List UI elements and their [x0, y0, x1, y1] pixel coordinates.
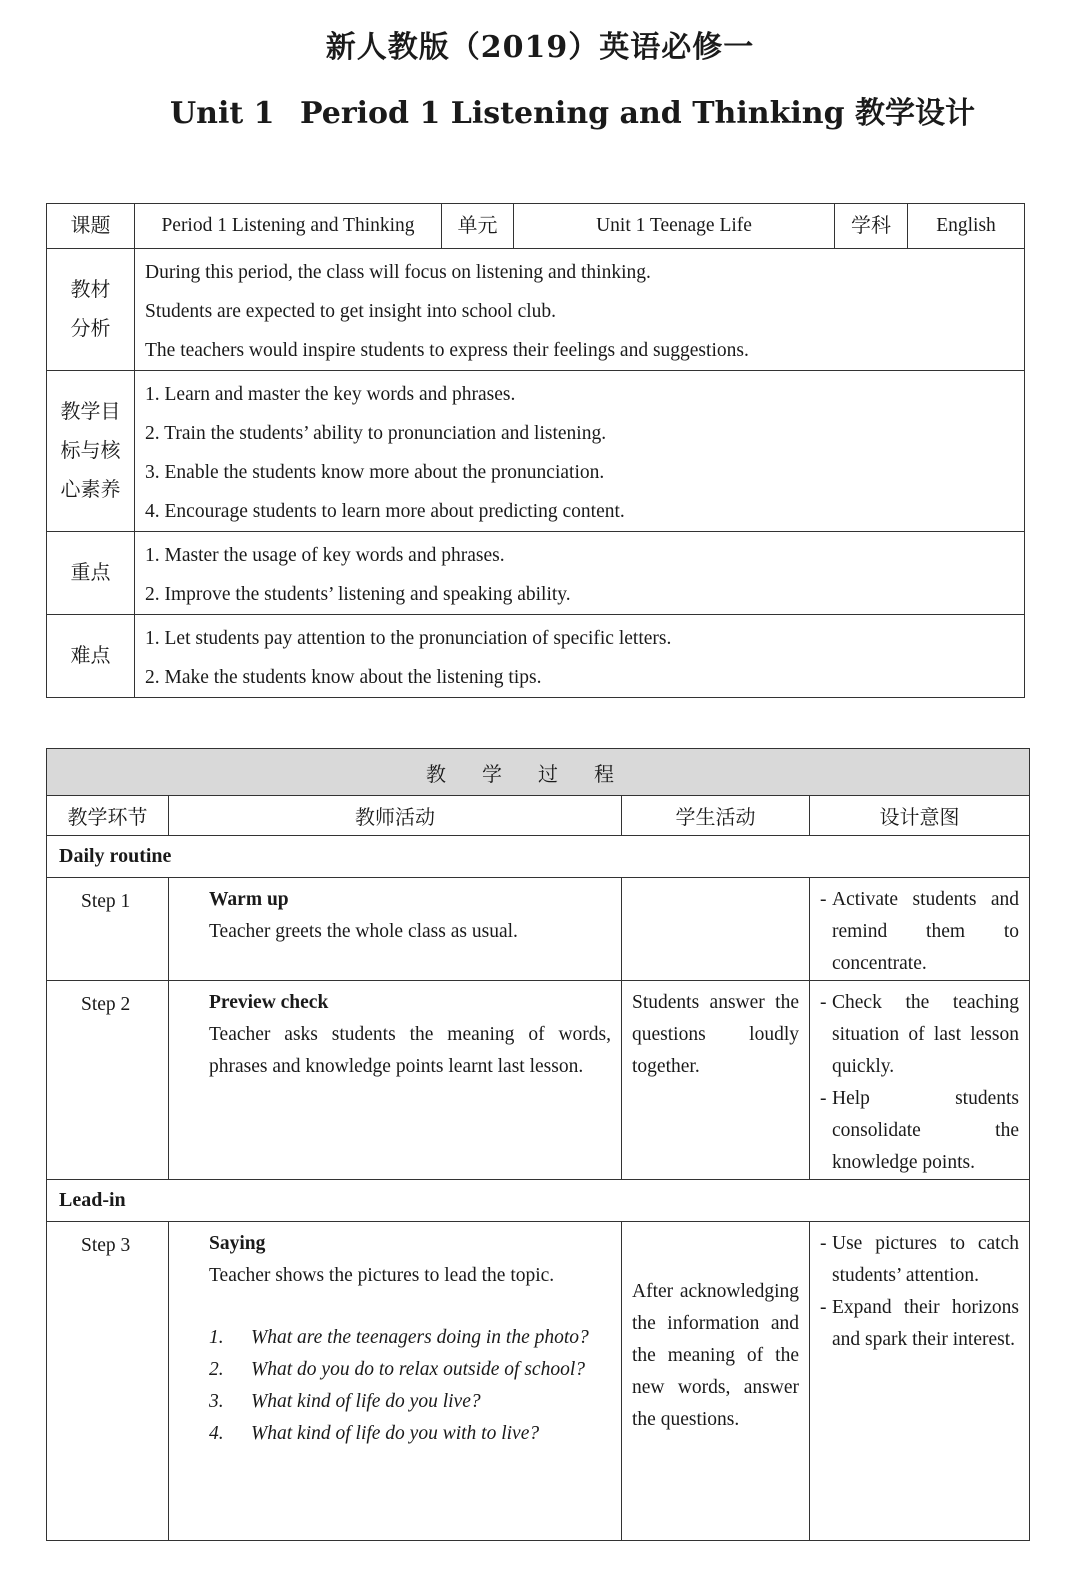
- objective-item: 2. Train the students’ ability to pronunciation and listening.: [145, 423, 607, 444]
- teacher-activity-cell: [169, 1222, 622, 1541]
- activity-title: Preview check: [209, 992, 329, 1013]
- intent-item: - Activate students and remind them to concentrate.: [820, 884, 1019, 980]
- difficulty-item: 2. Make the students know about the listening tips.: [145, 667, 542, 688]
- step-label: Step 3: [81, 1235, 131, 1256]
- table-row: [47, 981, 1030, 1180]
- section-title: Lead-in: [47, 1180, 1030, 1222]
- step-label: Step 1: [81, 891, 131, 912]
- section-row: [47, 836, 1030, 878]
- table-row: [47, 371, 1025, 532]
- intent-item: - Check the teaching situation of last lesson quickly.: [820, 987, 1019, 1083]
- column-header: 教师活动: [169, 796, 622, 836]
- process-heading: 教学过程: [47, 749, 1030, 796]
- key-point-item: 2. Improve the students’ listening and speaking ability.: [145, 584, 571, 605]
- objective-item: 4. Encourage students to learn more about predicting content.: [145, 501, 625, 522]
- step-label: Step 2: [81, 994, 131, 1015]
- difficulties-label: 难点: [47, 615, 135, 698]
- subject-label: 学科: [835, 204, 908, 249]
- topic-value: Period 1 Listening and Thinking: [135, 204, 442, 249]
- activity-text: Teacher greets the whole class as usual.: [209, 921, 518, 942]
- key-points-content: [135, 532, 1025, 615]
- student-activity-text: Students answer the questions loudly together.: [632, 992, 799, 1077]
- teacher-activity-cell: [169, 981, 622, 1180]
- analysis-content: [135, 249, 1025, 371]
- objectives-label: 教学目 标与核 心素养: [47, 371, 135, 532]
- student-activity-text: After acknowledging the information and the meaning of the new words, answer the questions.: [632, 1281, 799, 1430]
- activity-title: Warm up: [209, 889, 289, 910]
- key-point-item: 1. Master the usage of key words and phrases.: [145, 545, 505, 566]
- step-label-cell: [47, 1222, 169, 1541]
- objective-item: 3. Enable the students know more about the pronunciation.: [145, 462, 605, 483]
- step-label-cell: [47, 878, 169, 981]
- analysis-label: 教材 分析: [47, 249, 135, 371]
- course-info-table: [46, 203, 1025, 698]
- intent-item: - Expand their horizons and spark their interest.: [820, 1292, 1019, 1356]
- analysis-line: The teachers would inspire students to express their feelings and suggestions.: [145, 340, 749, 361]
- student-activity-cell: [622, 1222, 810, 1541]
- column-header: 设计意图: [810, 796, 1030, 836]
- question-list: [209, 1322, 611, 1450]
- subject-value: English: [908, 204, 1025, 249]
- intent-item: - Help students consolidate the knowledge points.: [820, 1083, 1019, 1179]
- table-row: [47, 204, 1025, 249]
- analysis-line: Students are expected to get insight into school club.: [145, 301, 557, 322]
- unit-value: Unit 1 Teenage Life: [514, 204, 835, 249]
- activity-title: Saying: [209, 1233, 266, 1254]
- document-subtitle: [170, 88, 975, 132]
- objectives-content: [135, 371, 1025, 532]
- difficulties-content: [135, 615, 1025, 698]
- table-header-row: [47, 749, 1030, 796]
- list-item: 3. What kind of life do you live?: [209, 1391, 481, 1412]
- column-header: 教学环节: [47, 796, 169, 836]
- section-title: Daily routine: [47, 836, 1030, 878]
- document-title: 新人教版（2019）英语必修一: [325, 30, 755, 65]
- analysis-line: During this period, the class will focus on listening and thinking.: [145, 262, 651, 283]
- table-row: [47, 532, 1025, 615]
- teaching-process-table: [46, 748, 1030, 1541]
- activity-text: Teacher asks students the meaning of words, phrases and knowledge points learnt last lesson.: [209, 1024, 611, 1077]
- teacher-activity-cell: [169, 878, 622, 981]
- section-row: [47, 1180, 1030, 1222]
- difficulty-item: 1. Let students pay attention to the pronunciation of specific letters.: [145, 628, 672, 649]
- table-row: [47, 1222, 1030, 1541]
- objective-item: 1. Learn and master the key words and phrases.: [145, 384, 516, 405]
- design-intent-cell: [810, 1222, 1030, 1541]
- student-activity-cell: [622, 981, 810, 1180]
- column-header-row: [47, 796, 1030, 836]
- table-row: [47, 878, 1030, 981]
- step-label-cell: [47, 981, 169, 1180]
- subtitle-period: Period 1 Listening and Thinking 教学设计: [300, 96, 975, 131]
- design-intent-cell: [810, 878, 1030, 981]
- unit-label: 单元: [442, 204, 514, 249]
- list-item: 4. What kind of life do you with to live?: [209, 1423, 540, 1444]
- activity-text: Teacher shows the pictures to lead the topic.: [209, 1265, 555, 1286]
- key-points-label: 重点: [47, 532, 135, 615]
- design-intent-cell: [810, 981, 1030, 1180]
- table-row: [47, 615, 1025, 698]
- student-activity-cell: [622, 878, 810, 981]
- topic-label: 课题: [47, 204, 135, 249]
- subtitle-unit: Unit 1: [170, 96, 275, 131]
- column-header: 学生活动: [622, 796, 810, 836]
- list-item: 2. What do you do to relax outside of school?: [209, 1359, 585, 1380]
- table-row: [47, 249, 1025, 371]
- intent-item: - Use pictures to catch students’ attention.: [820, 1228, 1019, 1292]
- list-item: 1. What are the teenagers doing in the photo?: [209, 1327, 589, 1348]
